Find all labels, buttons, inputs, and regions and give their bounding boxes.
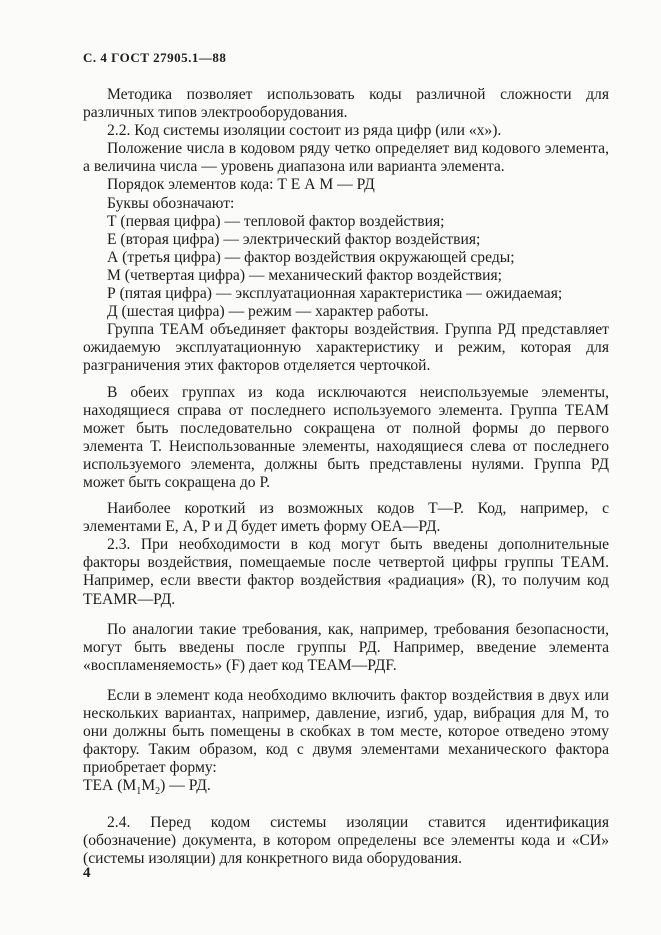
formula: ТЕА $(М_1М_2)$ — РД. — [83, 777, 211, 798]
section-2-4: 2.4. Перед кодом системы изоляции ставится идентификация (обозначение) документа, в котором определены все элементы кода и «СИ» (системы изоляции) для конкретного вида оборудования. — [83, 813, 609, 867]
letter-list — [83, 213, 609, 322]
letters-intro: Буквы обозначают: — [107, 194, 235, 212]
page-body — [83, 86, 609, 868]
page-number: 4 — [83, 865, 91, 881]
paragraph: Если в элемент кода необходимо включить фактор воздействия в двух или нескольких вариантах, например, давление, изгиб, удар, вибрация для М, то они должны быть помещены в скобках в том месте, которое отведено этому фактору. Таким образом, код с двумя элементами механического фактора приобретает форму: — [83, 686, 609, 777]
paragraph: Наиболее короткий из возможных кодов Т—Р. Код, например, с элементами Е, А, Р и Д будет иметь форму ОЕА—РД. — [83, 500, 609, 536]
section-2-3: 2.3. При необходимости в код могут быть введены дополнительные факторы воздействия, помещаемые после четвертой цифры группы ТЕАМ. Например, если ввести фактор воздействия «радиация» (R), то получим код ТЕАМR—РД. — [83, 536, 609, 608]
paragraph: По аналогии такие требования, как, например, требования безопасности, могут быть введены после группы РД. Например, введение элемента «воспламеняемость» (F) дает код ТЕАМ—РДF. — [83, 620, 609, 674]
list-item: А (третья цифра) — фактор воздействия окружающей среды; — [107, 248, 515, 266]
page-header: С. 4 ГОСТ 27905.1—88 — [83, 50, 227, 65]
paragraph: Группа ТЕАМ объединяет факторы воздействия. Группа РД представляет ожидаемую эксплуатационную характеристику и режим, которая для разграничения этих факторов отделяется черточкой. — [83, 321, 609, 375]
list-item: Е (вторая цифра) — электрический фактор воздействия; — [107, 230, 481, 248]
section-2-2: 2.2. Код системы изоляции состоит из ряда цифр (или «х»). — [107, 122, 502, 140]
list-item: Т (первая цифра) — тепловой фактор воздействия; — [107, 212, 445, 230]
paragraph: Методика позволяет использовать коды различной сложности для различных типов электрооборудования. — [83, 86, 609, 122]
code-order: Порядок элементов кода: Т Е А М — РД — [107, 176, 375, 194]
paragraph: Положение числа в кодовом ряду четко определяет вид кодового элемента, а величина числа — уровень диапазона или варианта элемента. — [83, 140, 609, 176]
list-item: М (четвертая цифра) — механический фактор воздействия; — [107, 266, 503, 284]
paragraph: В обеих группах из кода исключаются неиспользуемые элементы, находящиеся справа от последнего используемого элемента. Группа ТЕАМ может быть последовательно сокращена от полной формы до первого элемента Т. Неиспользованные элементы, находящиеся слева от последнего используемого элемента, должны быть представлены нулями. Группа РД может быть сокращена до Р. — [83, 383, 609, 491]
list-item: Д (шестая цифра) — режим — характер работы. — [107, 303, 429, 321]
list-item: Р (пятая цифра) — эксплуатационная характеристика — ожидаемая; — [107, 285, 563, 303]
